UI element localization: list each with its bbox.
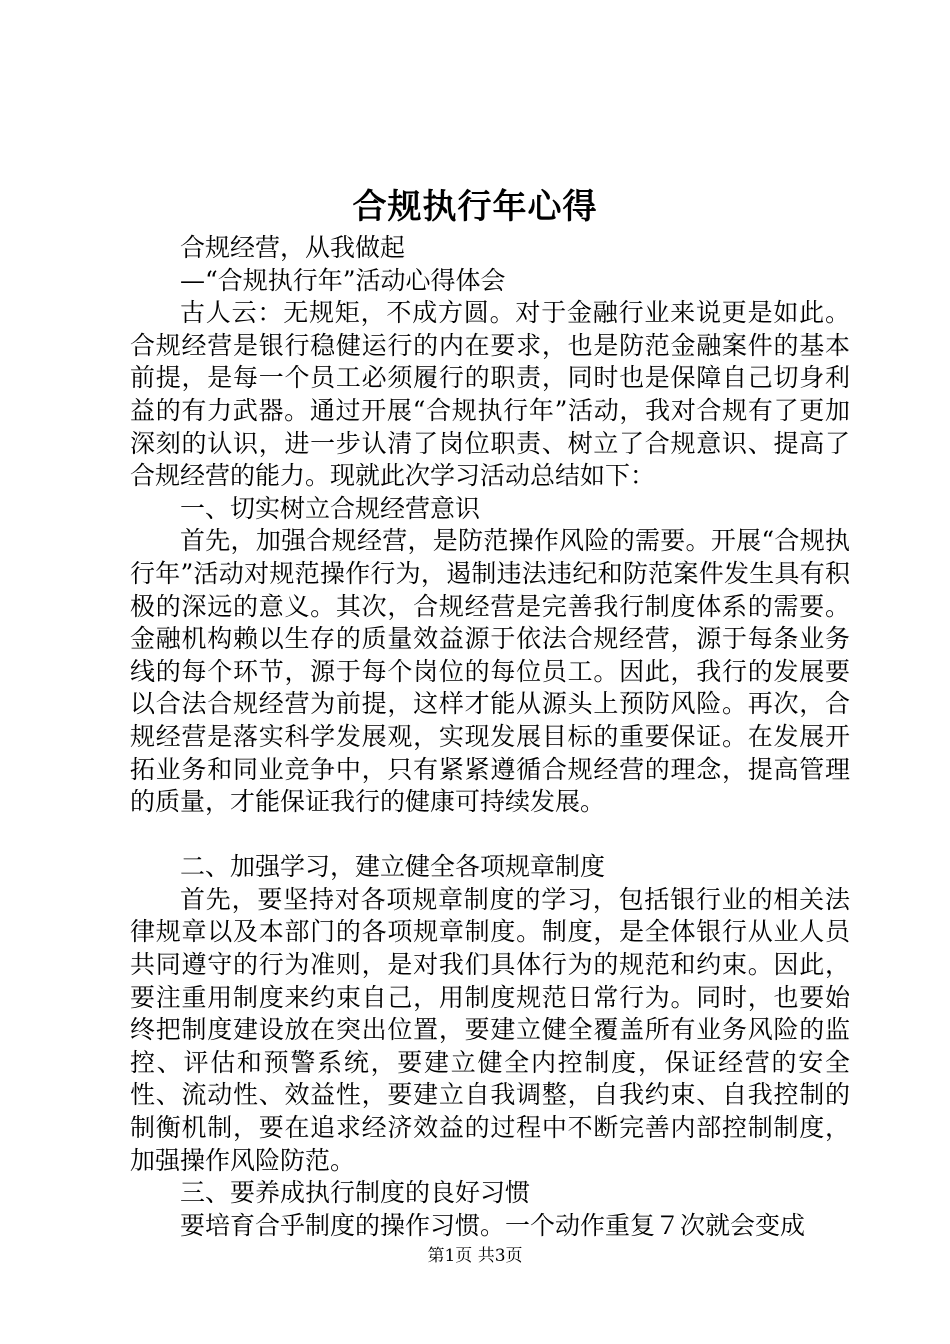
paragraph-section-1: 首先，加强合规经营，是防范操作风险的需要。开展“合规执行年”活动对规范操作行为，遏制违法违纪和防范案件发生具有积极的深远的意义。其次，合规经营是完善我行制度体系的需要。金融机构赖以生存的质量效益源于依法合规经营，源于每条业务线的每个环节，源于每个岗位的每位员工。因此，我行的发展要以合法合规经营为前提，这样才能从源头上预防风险。再次，合规经营是落实科学发展观，实现发展目标的重要保证。在发展开拓业务和同业竞争中，只有紧紧遵循合规经营的理念，提高管理的质量，才能保证我行的健康可持续发展。 <box>130 526 850 817</box>
paragraph-subtitle: 合规经营，从我做起 <box>180 233 406 262</box>
paragraph-section-2: 首先，要坚持对各项规章制度的学习，包括银行业的相关法律规章以及本部门的各项规章制度。制度，是全体银行从业人员共同遵守的行为准则，是对我们具体行为的规范和约束。因此，要注重用制度来约束自己，用制度规范日常行为。同时，也要始终把制度建设放在突出位置，要建立健全覆盖所有业务风险的监控、评估和预警系统，要建立健全内控制度，保证经营的安全性、流动性、效益性，要建立自我调整，自我约束、自我控制的制衡机制，要在追求经济效益的过程中不断完善内部控制制度，加强操作风险防范。 <box>130 884 850 1175</box>
page-footer: 第1页 共3页 <box>427 1246 523 1266</box>
paragraph-section-3: 要培育合乎制度的操作习惯。一个动作重复７次就会变成 <box>180 1210 806 1240</box>
section-heading-2: 二、加强学习，建立健全各项规章制度 <box>180 852 606 882</box>
section-heading-1: 一、切实树立合规经营意识 <box>180 493 481 523</box>
blank-line <box>130 819 850 852</box>
section-heading-3: 三、要养成执行制度的良好习惯 <box>180 1178 531 1208</box>
document-body <box>130 232 850 1242</box>
paragraph-intro: 古人云：无规矩，不成方圆。对于金融行业来说更是如此。合规经营是银行稳健运行的内在要求，也是防范金融案件的基本前提，是每一个员工必须履行的职责，同时也是保障自己切身利益的有力武器。通过开展“合规执行年”活动，我对合规有了更加深刻的认识，进一步认清了岗位职责、树立了合规意识、提高了合规经营的能力。现就此次学习活动总结如下： <box>130 298 850 491</box>
paragraph-subheading: —“合规执行年”活动心得体会 <box>180 265 506 295</box>
document-title: 合规执行年心得 <box>352 187 598 227</box>
